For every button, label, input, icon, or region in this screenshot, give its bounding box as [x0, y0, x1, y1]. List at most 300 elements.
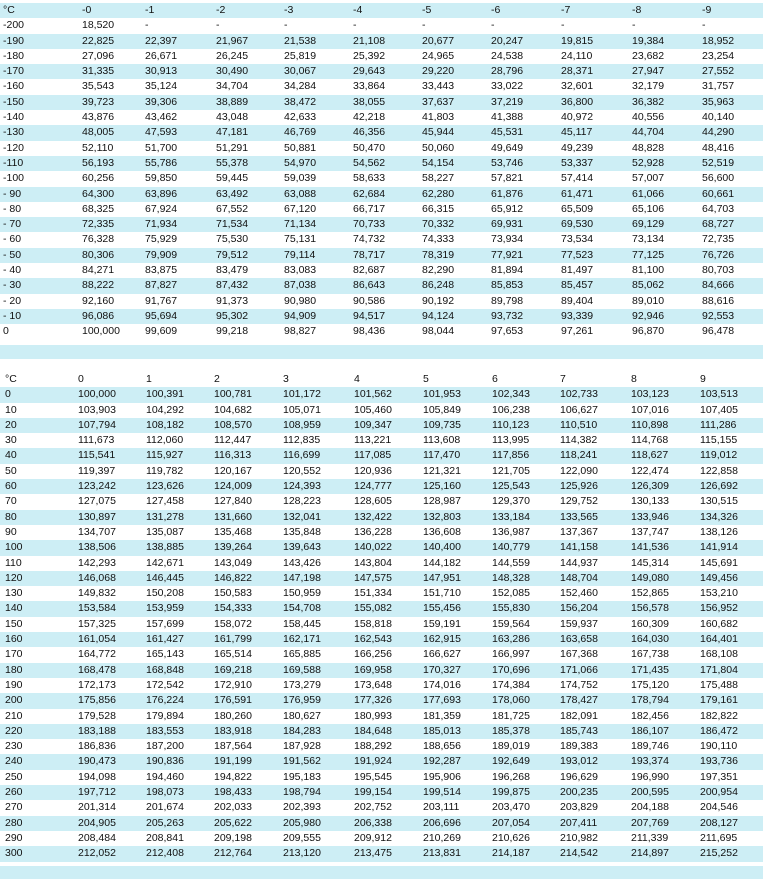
resistance-cell: 28,796: [491, 65, 524, 78]
unit-header-cell: °C: [5, 373, 17, 385]
table-row: [0, 79, 763, 94]
resistance-cell: 121,321: [423, 464, 461, 477]
resistance-cell: 87,827: [145, 279, 178, 292]
column-header-cell: 2: [214, 373, 220, 385]
resistance-cell: 81,497: [561, 264, 594, 277]
resistance-cell: 169,588: [283, 663, 321, 676]
temperature-cell: 120: [5, 571, 23, 584]
temperature-cell: 200: [5, 694, 23, 707]
resistance-cell: 90,192: [422, 294, 455, 307]
resistance-cell: 208,841: [146, 831, 184, 844]
resistance-cell: 196,629: [560, 770, 598, 783]
resistance-cell: 143,049: [214, 556, 252, 569]
resistance-cell: 98,044: [422, 325, 455, 338]
resistance-cell: 105,460: [354, 403, 392, 416]
resistance-cell: 68,325: [82, 202, 115, 215]
resistance-cell: 131,278: [146, 510, 184, 523]
resistance-cell: 117,856: [492, 449, 530, 462]
resistance-cell: 122,858: [700, 464, 738, 477]
resistance-cell: 30,067: [284, 65, 317, 78]
column-header-cell: -9: [702, 4, 712, 16]
table-row: [0, 693, 763, 708]
resistance-cell: 188,656: [423, 740, 461, 753]
resistance-cell: 99,218: [216, 325, 249, 338]
resistance-cell: 151,710: [423, 587, 461, 600]
resistance-cell: 107,794: [78, 418, 116, 431]
column-header-cell: -8: [632, 4, 642, 16]
resistance-cell: -: [702, 19, 706, 32]
resistance-cell: 148,704: [560, 571, 598, 584]
resistance-cell: 183,553: [146, 724, 184, 737]
resistance-cell: 195,906: [423, 770, 461, 783]
resistance-cell: 31,335: [82, 65, 115, 78]
table-row: [0, 448, 763, 463]
temperature-cell: 100: [5, 541, 23, 554]
resistance-cell: 161,799: [214, 633, 252, 646]
resistance-cell: 207,054: [492, 816, 530, 829]
resistance-cell: 171,435: [631, 663, 669, 676]
resistance-cell: 124,393: [283, 480, 321, 493]
resistance-cell: 171,804: [700, 663, 738, 676]
resistance-cell: 41,388: [491, 111, 524, 124]
resistance-cell: 183,188: [78, 724, 116, 737]
table-row: [0, 510, 763, 525]
resistance-cell: 29,643: [353, 65, 386, 78]
resistance-cell: 82,687: [353, 264, 386, 277]
resistance-cell: 167,738: [631, 648, 669, 661]
resistance-cell: 115,155: [700, 434, 738, 447]
resistance-cell: 171,066: [560, 663, 598, 676]
table-row: [0, 263, 763, 278]
temperature-cell: 160: [5, 633, 23, 646]
resistance-cell: 117,085: [354, 449, 392, 462]
bottom-band: [0, 866, 763, 879]
resistance-cell: 78,319: [422, 248, 455, 261]
resistance-cell: 209,198: [214, 831, 252, 844]
table-row: [0, 248, 763, 263]
resistance-cell: 37,219: [491, 95, 524, 108]
resistance-cell: 114,768: [631, 434, 669, 447]
resistance-cell: 41,803: [422, 111, 455, 124]
resistance-cell: 98,827: [284, 325, 317, 338]
resistance-cell: 115,541: [78, 449, 116, 462]
resistance-cell: 101,953: [423, 388, 461, 401]
resistance-cell: 163,658: [560, 633, 598, 646]
resistance-cell: 111,286: [700, 418, 737, 431]
resistance-cell: 47,593: [145, 126, 178, 139]
resistance-cell: 110,898: [631, 418, 669, 431]
temperature-cell: - 40: [3, 264, 22, 277]
resistance-cell: 130,897: [78, 510, 116, 523]
resistance-cell: 66,315: [422, 202, 455, 215]
resistance-cell: 50,470: [353, 141, 386, 154]
resistance-cell: 201,674: [146, 801, 184, 814]
resistance-cell: 65,106: [632, 202, 665, 215]
resistance-cell: 149,456: [700, 571, 738, 584]
resistance-cell: 128,987: [423, 495, 461, 508]
table-row: [0, 387, 763, 402]
resistance-cell: 152,865: [631, 587, 669, 600]
resistance-cell: 81,100: [632, 264, 665, 277]
column-header-cell: 4: [354, 373, 360, 385]
resistance-cell: 134,707: [78, 525, 116, 538]
resistance-cell: 54,970: [284, 156, 317, 169]
resistance-cell: 196,990: [631, 770, 669, 783]
resistance-cell: 52,519: [702, 156, 735, 169]
resistance-cell: 55,378: [216, 156, 249, 169]
resistance-cell: 164,030: [631, 633, 669, 646]
temperature-cell: 190: [5, 678, 23, 691]
resistance-cell: 134,326: [700, 510, 738, 523]
temperature-cell: -130: [3, 126, 25, 139]
table-row: [0, 294, 763, 309]
resistance-cell: 45,531: [491, 126, 524, 139]
resistance-cell: 182,091: [560, 709, 598, 722]
column-header-cell: 6: [492, 373, 498, 385]
resistance-cell: 64,300: [82, 187, 115, 200]
resistance-cell: 141,536: [631, 541, 669, 554]
resistance-cell: 36,382: [632, 95, 665, 108]
negative-temperature-table: [0, 3, 763, 340]
resistance-cell: 79,114: [284, 248, 316, 261]
resistance-cell: 203,111: [423, 801, 460, 814]
resistance-cell: 182,456: [631, 709, 669, 722]
resistance-cell: 173,648: [354, 678, 392, 691]
resistance-cell: 91,373: [216, 294, 249, 307]
temperature-cell: 70: [5, 495, 17, 508]
positive-temperature-table: [0, 372, 763, 862]
resistance-cell: 194,822: [214, 770, 252, 783]
resistance-cell: 108,182: [146, 418, 184, 431]
resistance-cell: 194,460: [146, 770, 184, 783]
resistance-cell: 65,912: [491, 202, 524, 215]
temperature-cell: 280: [5, 816, 23, 829]
table-row: [0, 663, 763, 678]
temperature-cell: -100: [3, 172, 25, 185]
table-row: [0, 739, 763, 754]
temperature-cell: 140: [5, 602, 23, 615]
resistance-cell: 83,083: [284, 264, 317, 277]
column-header-cell: -7: [561, 4, 571, 16]
resistance-cell: 179,161: [700, 694, 738, 707]
resistance-cell: 147,198: [283, 571, 321, 584]
table-row: [0, 617, 763, 632]
resistance-cell: 112,835: [283, 434, 321, 447]
resistance-cell: 93,339: [561, 309, 594, 322]
resistance-cell: 159,937: [560, 617, 598, 630]
resistance-cell: 27,552: [702, 65, 735, 78]
temperature-cell: -190: [3, 34, 25, 47]
resistance-cell: -: [284, 19, 288, 32]
column-header-cell: 8: [631, 373, 637, 385]
resistance-cell: 38,472: [284, 95, 317, 108]
resistance-cell: 146,068: [78, 571, 116, 584]
temperature-cell: 20: [5, 418, 17, 431]
table-row: [0, 125, 763, 140]
table-row: [0, 464, 763, 479]
resistance-cell: 107,405: [700, 403, 738, 416]
resistance-cell: 84,666: [702, 279, 735, 292]
resistance-cell: 51,291: [216, 141, 249, 154]
resistance-cell: 128,223: [283, 495, 321, 508]
resistance-cell: 150,583: [214, 587, 252, 600]
table-row: [0, 187, 763, 202]
resistance-cell: 137,367: [560, 525, 598, 538]
resistance-cell: 100,391: [146, 388, 184, 401]
resistance-cell: 159,564: [492, 617, 530, 630]
resistance-cell: 189,746: [631, 740, 669, 753]
resistance-cell: 203,829: [560, 801, 598, 814]
resistance-cell: 29,220: [422, 65, 455, 78]
resistance-cell: 100,000: [78, 388, 116, 401]
column-header-cell: 5: [423, 373, 429, 385]
temperature-cell: 50: [5, 464, 17, 477]
resistance-cell: 85,062: [632, 279, 665, 292]
resistance-cell: 149,080: [631, 571, 669, 584]
resistance-cell: 202,752: [354, 801, 392, 814]
resistance-cell: 86,248: [422, 279, 455, 292]
table-row: [0, 278, 763, 293]
resistance-cell: 20,677: [422, 34, 455, 47]
resistance-cell: 129,370: [492, 495, 530, 508]
resistance-cell: 62,280: [422, 187, 455, 200]
column-header-cell: -3: [284, 4, 294, 16]
resistance-cell: 78,717: [353, 248, 386, 261]
resistance-cell: 57,821: [491, 172, 524, 185]
resistance-cell: 176,591: [214, 694, 252, 707]
resistance-cell: 43,048: [216, 111, 249, 124]
resistance-cell: 19,815: [561, 34, 594, 47]
resistance-cell: 211,339: [631, 831, 669, 844]
resistance-cell: 75,530: [216, 233, 249, 246]
resistance-cell: 46,769: [284, 126, 317, 139]
resistance-cell: 197,351: [700, 770, 738, 783]
resistance-cell: 119,782: [146, 464, 184, 477]
resistance-cell: 138,506: [78, 541, 116, 554]
resistance-cell: -: [632, 19, 636, 32]
resistance-cell: 39,306: [145, 95, 178, 108]
resistance-cell: 189,383: [560, 740, 598, 753]
resistance-cell: -: [216, 19, 220, 32]
resistance-cell: 118,241: [560, 449, 598, 462]
resistance-cell: 44,290: [702, 126, 735, 139]
resistance-cell: 210,982: [560, 831, 598, 844]
resistance-cell: 106,627: [560, 403, 598, 416]
resistance-cell: 100,781: [214, 388, 252, 401]
resistance-cell: 52,110: [82, 141, 114, 154]
resistance-cell: 80,703: [702, 264, 735, 277]
resistance-cell: 208,127: [700, 816, 738, 829]
resistance-cell: 163,286: [492, 633, 530, 646]
resistance-cell: 190,110: [700, 740, 738, 753]
resistance-cell: 90,980: [284, 294, 317, 307]
resistance-cell: 199,154: [354, 786, 392, 799]
resistance-cell: 208,484: [78, 831, 116, 844]
resistance-cell: 112,060: [146, 434, 184, 447]
resistance-cell: 60,256: [82, 172, 115, 185]
resistance-cell: 210,626: [492, 831, 530, 844]
table-row: [0, 770, 763, 785]
resistance-cell: 75,929: [145, 233, 178, 246]
resistance-cell: 202,393: [283, 801, 321, 814]
resistance-cell: 57,007: [632, 172, 665, 185]
resistance-cell: 178,427: [560, 694, 598, 707]
resistance-cell: 26,245: [216, 49, 249, 62]
resistance-cell: -: [561, 19, 565, 32]
resistance-cell: 180,993: [354, 709, 392, 722]
resistance-cell: 125,160: [423, 480, 461, 493]
temperature-cell: 150: [5, 617, 23, 630]
resistance-cell: 77,523: [561, 248, 594, 261]
temperature-cell: 110: [5, 556, 22, 569]
temperature-cell: - 90: [3, 187, 22, 200]
temperature-cell: - 50: [3, 248, 22, 261]
resistance-cell: 123,626: [146, 480, 184, 493]
resistance-cell: 32,179: [632, 80, 665, 93]
resistance-cell: 31,757: [702, 80, 735, 93]
resistance-cell: 133,184: [492, 510, 530, 523]
resistance-cell: 54,562: [353, 156, 386, 169]
temperature-cell: - 60: [3, 233, 22, 246]
resistance-cell: 45,944: [422, 126, 455, 139]
resistance-cell: 135,468: [214, 525, 252, 538]
resistance-cell: 207,411: [560, 816, 598, 829]
resistance-cell: 87,432: [216, 279, 249, 292]
resistance-cell: 213,475: [354, 847, 392, 860]
resistance-cell: 155,456: [423, 602, 461, 615]
column-header-cell: 3: [283, 373, 289, 385]
temperature-cell: 30: [5, 434, 17, 447]
resistance-cell: 65,509: [561, 202, 594, 215]
resistance-cell: 94,124: [422, 309, 455, 322]
resistance-cell: 140,022: [354, 541, 392, 554]
resistance-cell: 82,290: [422, 264, 455, 277]
resistance-cell: 110,123: [492, 418, 530, 431]
resistance-cell: 103,903: [78, 403, 116, 416]
resistance-cell: 193,374: [631, 755, 669, 768]
resistance-cell: 67,924: [145, 202, 178, 215]
column-header-cell: 9: [700, 373, 706, 385]
temperature-cell: 170: [5, 648, 23, 661]
resistance-cell: 32,601: [561, 80, 594, 93]
temperature-cell: -150: [3, 95, 25, 108]
temperature-cell: -180: [3, 49, 25, 62]
resistance-cell: 175,120: [631, 678, 669, 691]
resistance-cell: 43,462: [145, 111, 178, 124]
temperature-cell: 300: [5, 847, 23, 860]
resistance-cell: 122,090: [560, 464, 598, 477]
resistance-cell: 59,445: [216, 172, 249, 185]
resistance-cell: 210,269: [423, 831, 461, 844]
resistance-cell: 187,928: [283, 740, 321, 753]
resistance-cell: 21,538: [284, 34, 317, 47]
resistance-cell: 130,133: [631, 495, 669, 508]
table-row: [0, 171, 763, 186]
resistance-cell: 166,256: [354, 648, 392, 661]
resistance-cell: 145,691: [700, 556, 738, 569]
table-row: [0, 800, 763, 815]
resistance-cell: 170,696: [492, 663, 530, 676]
resistance-cell: 33,022: [491, 80, 524, 93]
resistance-cell: 122,474: [631, 464, 669, 477]
resistance-cell: 118,627: [631, 449, 669, 462]
resistance-cell: 73,134: [632, 233, 665, 246]
resistance-cell: 49,239: [561, 141, 594, 154]
resistance-cell: 160,309: [631, 617, 669, 630]
resistance-cell: 193,012: [560, 755, 598, 768]
resistance-cell: 186,836: [78, 740, 116, 753]
resistance-cell: 125,926: [560, 480, 598, 493]
table-separator-gap: [0, 359, 763, 370]
resistance-cell: 60,661: [702, 187, 735, 200]
resistance-cell: 36,800: [561, 95, 594, 108]
resistance-cell: 106,238: [492, 403, 530, 416]
resistance-cell: 104,682: [214, 403, 252, 416]
resistance-cell: 200,954: [700, 786, 738, 799]
resistance-cell: 157,699: [146, 617, 184, 630]
resistance-cell: 83,479: [216, 264, 249, 277]
resistance-cell: 186,107: [631, 724, 669, 737]
resistance-cell: 45,117: [561, 126, 593, 139]
resistance-cell: 133,946: [631, 510, 669, 523]
resistance-cell: 58,227: [422, 172, 455, 185]
resistance-cell: 141,914: [700, 541, 738, 554]
resistance-cell: 48,416: [702, 141, 735, 154]
resistance-cell: 120,167: [214, 464, 252, 477]
table-header-row: [0, 3, 763, 18]
resistance-cell: 124,009: [214, 480, 252, 493]
resistance-cell: 147,951: [423, 571, 461, 584]
temperature-cell: 60: [5, 480, 17, 493]
resistance-cell: 178,060: [492, 694, 530, 707]
resistance-cell: 127,458: [146, 495, 184, 508]
resistance-cell: 109,347: [354, 418, 392, 431]
table-row: [0, 64, 763, 79]
resistance-cell: 21,108: [353, 34, 386, 47]
resistance-cell: 61,876: [491, 187, 524, 200]
resistance-cell: 150,959: [283, 587, 321, 600]
resistance-cell: 75,131: [284, 233, 317, 246]
table-row: [0, 34, 763, 49]
resistance-cell: 137,747: [631, 525, 669, 538]
resistance-cell: 207,769: [631, 816, 669, 829]
resistance-cell: 152,460: [560, 587, 598, 600]
resistance-cell: 138,126: [700, 525, 738, 538]
resistance-cell: 153,584: [78, 602, 116, 615]
resistance-cell: 141,158: [560, 541, 598, 554]
resistance-cell: 181,725: [492, 709, 530, 722]
temperature-cell: 240: [5, 755, 23, 768]
resistance-cell: 105,071: [283, 403, 321, 416]
temperature-cell: 210: [5, 709, 23, 722]
resistance-cell: 191,199: [214, 755, 252, 768]
resistance-cell: 108,959: [283, 418, 321, 431]
resistance-cell: 97,653: [491, 325, 524, 338]
resistance-cell: 30,913: [145, 65, 178, 78]
resistance-cell: 132,041: [283, 510, 321, 523]
resistance-cell: 136,608: [423, 525, 461, 538]
resistance-cell: 53,337: [561, 156, 594, 169]
resistance-cell: 94,517: [353, 309, 386, 322]
resistance-cell: 34,704: [216, 80, 249, 93]
resistance-cell: 119,397: [78, 464, 116, 477]
resistance-cell: 25,819: [284, 49, 317, 62]
temperature-cell: -140: [3, 111, 25, 124]
resistance-cell: 164,772: [78, 648, 116, 661]
table-row: [0, 724, 763, 739]
resistance-cell: 129,752: [560, 495, 598, 508]
resistance-cell: 26,671: [145, 49, 178, 62]
